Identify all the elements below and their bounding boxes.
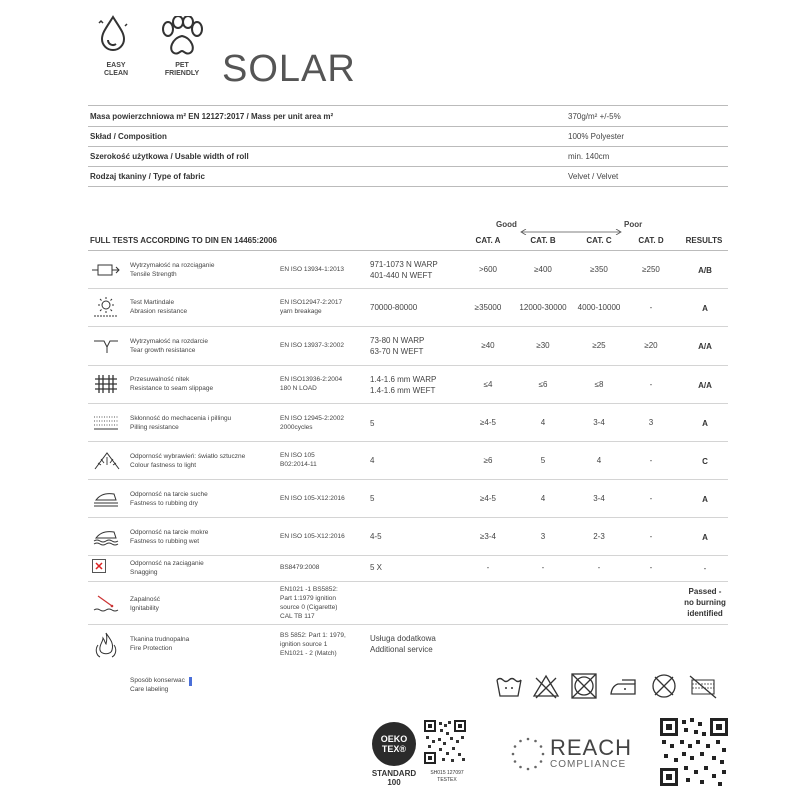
reach-title: REACH [550,735,633,760]
easy-clean-line2: CLEAN [103,70,129,77]
text-cursor [189,677,192,686]
test-row [88,289,728,327]
cat-a-value: ≥4-5 [480,418,496,427]
test-requirement: 4-5 [370,532,382,541]
good-label: Good [496,220,517,229]
test-name-pl: Test Martindale [130,299,175,306]
test-row [88,404,728,442]
oeko-lab: TESTEX [437,777,457,783]
pet-friendly-line1: PET [175,62,189,69]
tear-icon [92,335,120,355]
cat-c-header: CAT. C [586,236,612,245]
test-name-en: Fastness to rubbing dry [130,500,198,507]
test-name-pl: Odporność na tarcie mokre [130,529,209,536]
martindale-icon [92,296,120,316]
cat-c-value: ≥25 [592,341,606,350]
cat-a-value: ≥35000 [474,303,502,312]
cat-a-value: ≥40 [481,341,495,350]
cat-c-value: 2-3 [593,532,605,541]
oeko-certificate [424,770,470,784]
light-fastness-icon [92,449,120,469]
tests-header-row [88,234,728,251]
reach-stars-icon [510,736,546,772]
test-requirement: 971-1073 N WARP [370,260,438,269]
cat-d-value: 3 [648,418,654,427]
easy-clean-label [96,62,136,78]
standard-number: 100 [387,778,401,787]
test-requirement: 5 [370,419,375,428]
cat-d-value: - [649,494,653,503]
test-result: Passed - [688,587,722,596]
seam-slippage-icon [92,373,120,393]
test-standard: EN ISO 12945-2:2002 [280,415,344,422]
test-name-pl: Zapalność [130,596,160,603]
no-tumble-dry-icon [570,670,598,700]
cat-c-value: 4 [596,456,602,465]
good-poor-arrow [520,222,622,228]
cat-b-value: 4 [540,494,546,503]
test-standard: EN1021 - 2 (Match) [280,650,337,657]
spec-label: Szerokość użytkowa / Usable width of roll [90,152,249,161]
test-standard: 2000cycles [280,424,313,431]
cat-d-value: ≥250 [642,265,660,274]
test-name-en: Tensile Strength [130,271,177,278]
test-standard: EN ISO 13934-1:2013 [280,266,344,273]
test-name-en: Colour fastness to light [130,462,197,469]
reach-compliance: COMPLIANCE [550,759,627,770]
spec-value: 370g/m² +/-5% [568,112,621,121]
cat-c-value: 4000-10000 [577,303,621,312]
test-name-pl: Odporność na zaciąganie [130,560,204,567]
cat-d-value: - [649,456,653,465]
oeko-code: SH015 127097 [430,770,464,776]
poor-label: Poor [624,220,643,229]
test-requirement: 4 [370,456,375,465]
cat-b-header: CAT. B [530,236,556,245]
test-standard: EN ISO13936-2:2004 [280,376,343,383]
test-standard: EN1021 -1 BS5852: [280,586,338,593]
test-row [88,442,728,480]
care-label [130,676,185,694]
cat-c-value: - [597,563,601,572]
no-wet-clean-icon [688,670,716,700]
cat-c-value: ≥350 [590,265,608,274]
cat-b-value: ≤6 [538,380,548,389]
test-requirement: 73-80 N WARP [370,336,425,345]
test-standard: Part 1:1979 ignition [280,595,337,602]
cat-a-value: ≥6 [483,456,493,465]
spec-row [88,147,728,167]
oeko-standard [366,769,422,787]
cat-b-value: - [541,563,545,572]
test-row [88,327,728,366]
test-result: A/A [698,342,712,351]
cat-c-value: 3-4 [593,418,605,427]
cat-d-value: - [649,380,653,389]
cat-a-value: >600 [478,265,498,274]
paw-icon [158,16,206,58]
test-requirement: 5 [370,494,375,503]
test-standard: EN ISO 105-X12:2016 [280,495,345,502]
cat-b-value: 4 [540,418,546,427]
test-row [88,518,728,556]
snagging-icon [92,559,120,579]
care-label-pl: Sposób konserwac [130,677,185,684]
test-name-pl: Odporność wybrawień: światło sztuczne [130,453,246,460]
test-result: no burning [684,598,726,607]
test-name-en: Pilling resistance [130,424,179,431]
test-name-pl: Wytrzymałość na rozdarcie [130,338,208,345]
test-requirement: 1.4-1.6 mm WARP [370,375,437,384]
spec-value: 100% Polyester [568,132,625,141]
test-requirement: 63-70 N WEFT [370,347,424,356]
test-standard: EN ISO 105-X12:2016 [280,533,345,540]
test-name-pl: Wytrzymałość na rozciąganie [130,262,215,269]
easy-clean-icon [96,14,130,58]
spec-row [88,167,728,187]
oeko-text: OEKO [380,734,408,744]
pet-friendly-line2: FRIENDLY [164,70,200,77]
results-header: RESULTS [685,236,723,245]
test-name-en: Tear growth resistance [130,347,196,354]
cat-d-value: - [649,303,653,312]
test-name-pl: Odporność na tarcie suche [130,491,208,498]
ignitability-icon [92,592,120,612]
test-requirement: Usługa dodatkowa [370,634,436,643]
oeko-tex-logo [372,722,416,766]
cat-a-value: ≥3-4 [480,532,496,541]
test-name-en: Fire Protection [130,645,173,652]
test-result: A [702,304,708,313]
pet-friendly-label [160,62,204,78]
tex-text: TEX® [381,744,407,754]
spec-table-top-border [88,105,728,106]
cat-d-header: CAT. D [638,236,664,245]
cat-b-value: ≥400 [534,265,552,274]
test-result: A [702,419,708,428]
spec-label: Masa powierzchniowa m² EN 12127:2017 / Mass per unit area m² [90,112,334,121]
test-name-pl: Tkanina trudnopalna [130,636,190,643]
cat-c-value: ≤8 [594,380,604,389]
spec-value: min. 140cm [568,152,610,161]
test-row [88,251,728,289]
test-result: - [703,564,707,573]
test-requirement: 1.4-1.6 mm WEFT [370,386,436,395]
test-result: A [702,495,708,504]
test-standard: CAL TB 117 [280,613,315,620]
spec-value: Velvet / Velvet [568,172,619,181]
test-name-en: Abrasion resistance [130,308,188,315]
cat-a-value: - [486,563,490,572]
cat-b-value: 3 [540,532,546,541]
test-standard: BS8479:2008 [280,564,320,571]
cat-a-value: ≤4 [483,380,493,389]
care-label-en: Care labeling [130,686,169,693]
test-result: C [702,457,708,466]
tests-title: FULL TESTS ACCORDING TO DIN EN 14465:2006 [90,236,278,245]
easy-clean-line1: EASY [106,62,126,69]
test-result: A/A [698,381,712,390]
cat-a-header: CAT. A [475,236,501,245]
test-name-pl: Przesuwalność nitek [130,376,190,383]
product-qr-code [660,718,728,786]
test-result: A [702,533,708,542]
test-standard: EN ISO 13937-3:2002 [280,342,344,349]
cat-b-value: 12000-30000 [519,303,567,312]
test-standard: EN ISO12947-2:2017 [280,299,343,306]
oeko-qr-code [424,720,466,764]
iron-low-icon [608,670,636,700]
test-row [88,625,728,665]
test-row [88,556,728,582]
test-standard: 180 N LOAD [280,385,317,392]
cat-d-value: - [649,563,653,572]
test-name-pl: Skłonność do mechacenia i pillingu [130,415,232,422]
test-name-en: Ignitability [130,605,159,612]
test-requirement: 401-440 N WEFT [370,271,433,280]
cat-b-value: 5 [540,456,546,465]
pilling-icon [92,413,120,433]
spec-label: Skład / Composition [90,132,167,141]
test-requirement: 5 X [370,563,383,572]
test-row [88,480,728,518]
cat-b-value: ≥30 [536,341,550,350]
fire-protection-icon [92,631,120,651]
cat-a-value: ≥4-5 [480,494,496,503]
test-standard: BS 5852: Part 1: 1979, [280,632,346,639]
spec-row [88,127,728,147]
test-name-en: Fastness to rubbing wet [130,538,200,545]
cat-c-value: 3-4 [593,494,605,503]
test-standard: B02:2014-11 [280,461,317,468]
rubbing-wet-icon [92,526,120,546]
standard-text: STANDARD [371,769,417,778]
cat-d-value: - [649,532,653,541]
product-title: SOLAR [222,48,356,90]
spec-row [88,107,728,127]
no-dry-clean-icon [650,670,678,700]
spec-label: Rodzaj tkaniny / Type of fabric [90,172,205,181]
test-standard: ignition source 1 [280,641,328,648]
test-requirement: 70000-80000 [370,303,418,312]
test-row [88,582,728,625]
tensile-icon [92,259,120,279]
test-name-en: Snagging [130,569,158,576]
no-bleach-icon [532,670,560,700]
cat-d-value: ≥20 [644,341,658,350]
test-standard: EN ISO 105 [280,452,315,459]
test-result: A/B [698,266,712,275]
wash-30-icon [495,670,523,700]
test-row [88,366,728,404]
test-requirement: Additional service [370,645,433,654]
test-standard: yarn breakage [280,308,322,315]
test-result: identified [687,609,723,618]
test-name-en: Resistance to seam slippage [130,385,214,392]
rubbing-dry-icon [92,488,120,508]
test-standard: source 0 (Cigarette) [280,604,338,611]
